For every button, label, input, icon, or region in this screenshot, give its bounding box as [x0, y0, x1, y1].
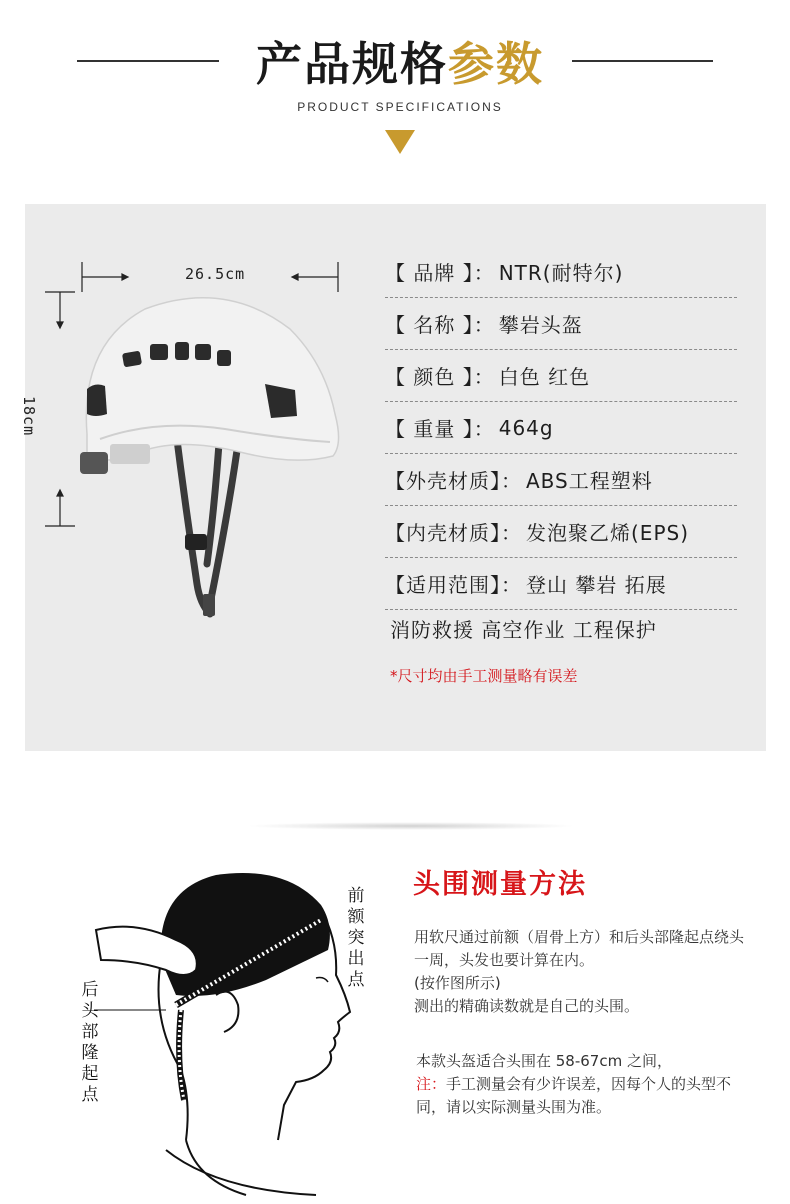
spec-panel	[20, 204, 766, 751]
spec-row-name	[385, 298, 737, 350]
helmet-image	[25, 204, 385, 751]
instruction-line-1: 用软尺通过前额（眉骨上方）和后头部隆起点绕头一周，头发也要计算在内。	[414, 928, 745, 969]
instruction-line-3: 测出的精确读数就是自己的头围。	[414, 997, 640, 1015]
spec-label: 【 品牌 】：	[385, 261, 495, 285]
spec-row-weight	[385, 402, 737, 454]
header-line-right	[572, 60, 713, 62]
header-line-left	[77, 60, 219, 62]
spec-row-brand	[385, 246, 737, 298]
spec-label: 【适用范围】：	[385, 573, 522, 597]
spec-row-usage	[385, 558, 737, 610]
spec-value: 攀岩头盔	[498, 313, 583, 337]
spec-row-liner	[385, 506, 737, 558]
measure-title: 头围测量方法	[413, 869, 587, 900]
head-measure-illustration	[16, 800, 376, 1204]
spec-label: 【 名称 】：	[385, 313, 495, 337]
spec-value: ABS工程塑料	[526, 469, 653, 493]
spec-label: 【 重量 】：	[385, 417, 495, 441]
height-dimension: 18cm	[20, 396, 38, 437]
spec-value: 白色 红色	[498, 365, 591, 389]
spec-value: 464g	[498, 415, 554, 440]
usage-extra: 消防救援 高空作业 工程保护	[390, 618, 657, 642]
spec-label: 【内壳材质】：	[385, 521, 522, 545]
fit-note	[416, 1073, 746, 1119]
title-main: 产品规格	[256, 37, 448, 91]
title-accent: 参数	[448, 37, 544, 91]
spec-row-color	[385, 350, 737, 402]
instruction-line-2: (按作图所示)	[414, 974, 501, 992]
spec-list	[385, 246, 737, 610]
measure-instructions	[414, 926, 754, 1018]
measure-section	[16, 800, 774, 1204]
page-subtitle: PRODUCT SPECIFICATIONS	[297, 100, 503, 114]
label-front-point: 前额突出点	[347, 886, 365, 990]
page-title	[230, 36, 570, 92]
spec-label: 【外壳材质】：	[385, 469, 522, 493]
label-back-point: 后头部隆起点	[81, 980, 99, 1105]
width-dimension: 26.5cm	[185, 265, 246, 283]
note-text: 手工测量会有少许误差，因每个人的头型不同，请以实际测量头围为准。	[416, 1075, 732, 1116]
down-triangle-icon	[385, 130, 415, 154]
fit-range: 本款头盔适合头围在 58-67cm 之间，	[416, 1052, 672, 1070]
fit-info	[416, 1050, 746, 1119]
measurement-note: *尺寸均由手工测量略有误差	[390, 667, 578, 685]
spec-value: 发泡聚乙烯(EPS)	[526, 521, 689, 545]
note-prefix: 注：	[416, 1075, 447, 1093]
spec-row-shell	[385, 454, 737, 506]
spec-label: 【 颜色 】：	[385, 365, 495, 389]
spec-value: NTR(耐特尔)	[498, 261, 624, 285]
spec-value: 登山 攀岩 拓展	[526, 573, 667, 597]
